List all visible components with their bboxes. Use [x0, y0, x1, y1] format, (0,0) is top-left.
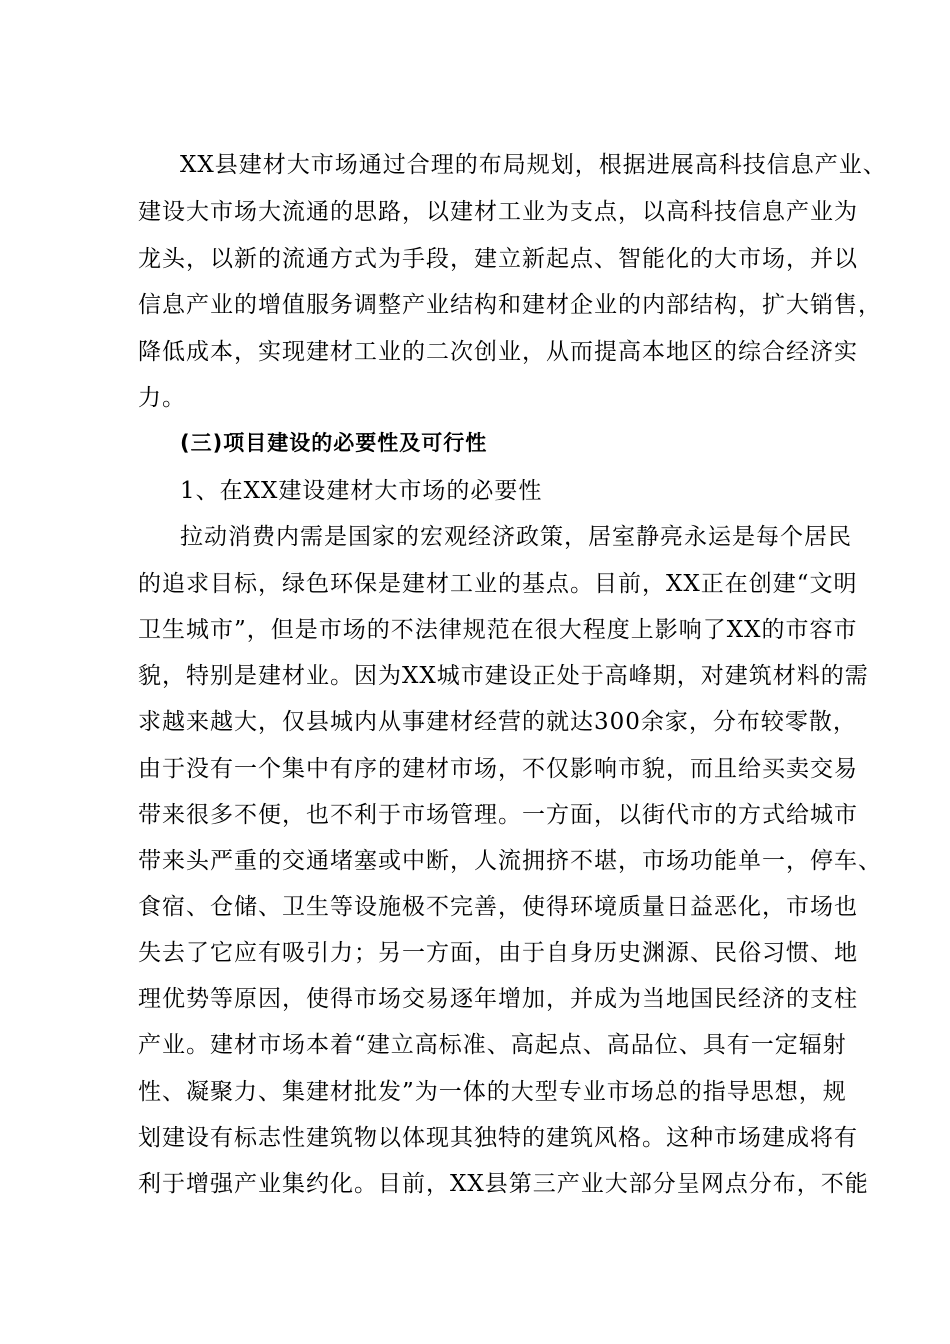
- paragraph-2-line-7: 带来很多不便，也不利于市场管理。一方面，以街代市的方式给城市: [138, 802, 858, 828]
- paragraph-2-line-8: 带来头严重的交通堵塞或中断，人流拥挤不堪，市场功能单一，停车、: [138, 848, 882, 874]
- paragraph-2-line-6: 由于没有一个集中有序的建材市场，不仅影响市貌，而且给买卖交易: [138, 756, 858, 782]
- paragraph-2-line-1: 拉动消费内需是国家的宏观经济政策，居室静亮永运是每个居民: [180, 524, 852, 550]
- paragraph-2-line-9: 食宿、仓储、卫生等设施极不完善，使得环境质量日益恶化，市场也: [138, 894, 858, 920]
- section-heading: (三)项目建设的必要性及可行性: [180, 431, 488, 455]
- paragraph-2-line-3: 卫生城市”，但是市场的不法律规范在很大程度上影响了XX的市容市: [138, 617, 858, 643]
- paragraph-2-line-4: 貌，特别是建材业。因为XX城市建设正处于高峰期，对建筑材料的需: [138, 663, 869, 689]
- paragraph-2-line-11: 理优势等原因，使得市场交易逐年增加，并成为当地国民经济的支柱: [138, 986, 858, 1012]
- subheading: 1、在XX建设建材大市场的必要性: [180, 478, 543, 504]
- paragraph-2-line-10: 失去了它应有吸引力；另一方面，由于自身历史渊源、民俗习惯、地: [138, 940, 858, 966]
- paragraph-1-line-2: 建设大市场大流通的思路，以建材工业为支点，以高科技信息产业为: [138, 199, 858, 225]
- paragraph-1-line-6: 力。: [138, 385, 186, 411]
- paragraph-1-line-4: 信息产业的增值服务调整产业结构和建材企业的内部结构，扩大销售，: [138, 292, 882, 318]
- paragraph-2-line-15: 利于增强产业集约化。目前，XX县第三产业大部分呈网点分布，不能: [138, 1171, 869, 1197]
- paragraph-1-line-5: 降低成本，实现建材工业的二次创业，从而提高本地区的综合经济实: [138, 339, 858, 365]
- paragraph-2-line-5: 求越来越大，仅县城内从事建材经营的就达300余家，分布较零散，: [138, 709, 857, 735]
- paragraph-2-line-13: 性、凝聚力、集建材批发”为一体的大型专业市场总的指导思想，规: [138, 1079, 847, 1105]
- paragraph-1-line-1: XX县建材大市场通过合理的布局规划，根据进展高科技信息产业、: [180, 152, 887, 178]
- paragraph-1-line-3: 龙头，以新的流通方式为手段，建立新起点、智能化的大市场，并以: [138, 246, 858, 272]
- paragraph-2-line-12: 产业。建材市场本着“建立高标准、高起点、高品位、具有一定辐射: [138, 1032, 847, 1058]
- paragraph-2-line-2: 的追求目标，绿色环保是建材工业的基点。目前，XX正在创建“文明: [138, 571, 858, 597]
- paragraph-2-line-14: 划建设有标志性建筑物以体现其独特的建筑风格。这种市场建成将有: [138, 1125, 858, 1151]
